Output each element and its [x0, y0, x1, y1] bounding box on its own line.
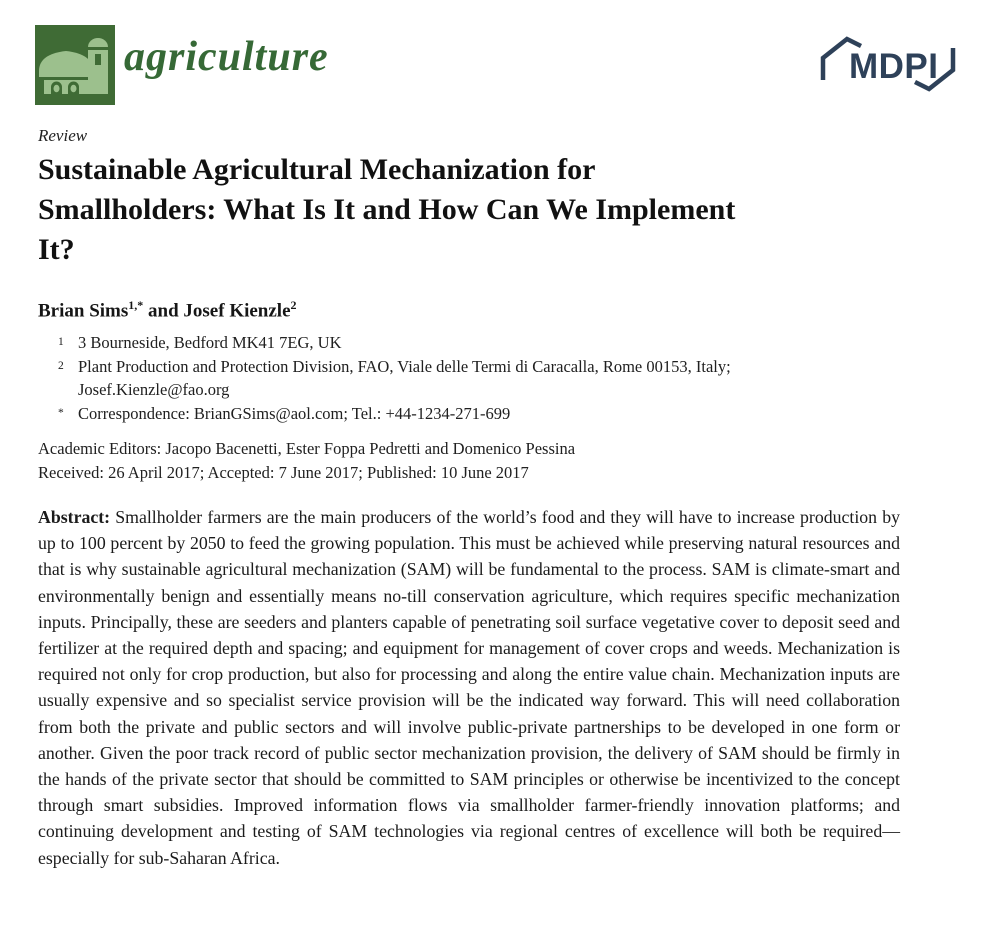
affiliations-list	[38, 331, 844, 425]
article-history-line: Received: 26 April 2017; Accepted: 7 June 2017; Published: 10 June 2017	[38, 462, 529, 482]
abstract-text: Smallholder farmers are the main producers of the world’s food and they will have to increase production by up to 100 percent by 2050 to feed the growing population. This must be achieved while preserving natural resources and that is why sustainable agricultural mechanization (SAM) will be fundamental to the process. SAM is climate-smart and environmentally benign and essentially means no-till conservation agriculture, which requires specific mechanization inputs. Principally, these are seeders and planters capable of penetrating soil surface vegetative cover to deposit seed and fertilizer at the required depth and spacing; and equipment for management of cover crops and weeds. Mechanization is required not only for crop production, but also for processing and along the entire value chain. Mechanization inputs are usually expensive and so specialist service provision will be the indicated way forward. This will need collaboration from both the private and public sectors and will involve public-private partnerships to be developed in one form or another. Given the poor track record of public sector mechanization provision, the delivery of SAM should be firmly in the hands of the private sector that should be committed to SAM principles or otherwise be incentivized to the concept through smart subsidies. Improved information flows via smallholder farmer-friendly innovation platforms; and continuing development and testing of SAM technologies via regional centres of excellence will both be required—especially for sub-Saharan Africa.	[38, 507, 900, 868]
author-name: Brian Sims	[38, 300, 129, 322]
editorial-meta	[38, 437, 858, 484]
authors-line	[38, 298, 297, 322]
affiliation-text: Plant Production and Protection Division, FAO, Viale delle Termi di Caracalla, Rome 00153, Italy; Josef.Kienzle@fao.org	[78, 356, 731, 399]
correspondence-text: Correspondence: BrianGSims@aol.com; Tel.: +44-1234-271-699	[78, 403, 511, 423]
mdpi-hexagon-icon	[813, 30, 963, 98]
abstract-paragraph	[38, 504, 900, 871]
mdpi-wordmark: MDPI	[849, 47, 939, 86]
affiliation-marker: *	[58, 406, 64, 419]
barn-icon	[35, 25, 115, 105]
affiliation-row	[38, 402, 844, 426]
affiliation-marker: 1	[58, 336, 64, 348]
affiliation-text: 3 Bourneside, Bedford MK41 7EG, UK	[78, 333, 342, 352]
affiliation-row	[38, 355, 844, 402]
journal-name: agriculture	[124, 34, 329, 80]
author-affiliation-marker: 2	[290, 298, 297, 312]
affiliation-marker: 2	[58, 359, 64, 372]
article-type-label: Review	[38, 126, 88, 145]
affiliation-row	[38, 331, 844, 355]
abstract-label: Abstract:	[38, 507, 111, 527]
article-title: Sustainable Agricultural Mechanization for Smallholders: What Is It and How Can We Implement It?	[38, 153, 736, 266]
academic-editors-line: Academic Editors: Jacopo Bacenetti, Ester Foppa Pedretti and Domenico Pessina	[38, 439, 576, 458]
agriculture-journal-logo	[35, 25, 115, 105]
author-name: and Josef Kienzle	[148, 300, 291, 322]
author-affiliation-marker: 1,*	[128, 298, 144, 312]
mdpi-logo	[813, 30, 963, 98]
